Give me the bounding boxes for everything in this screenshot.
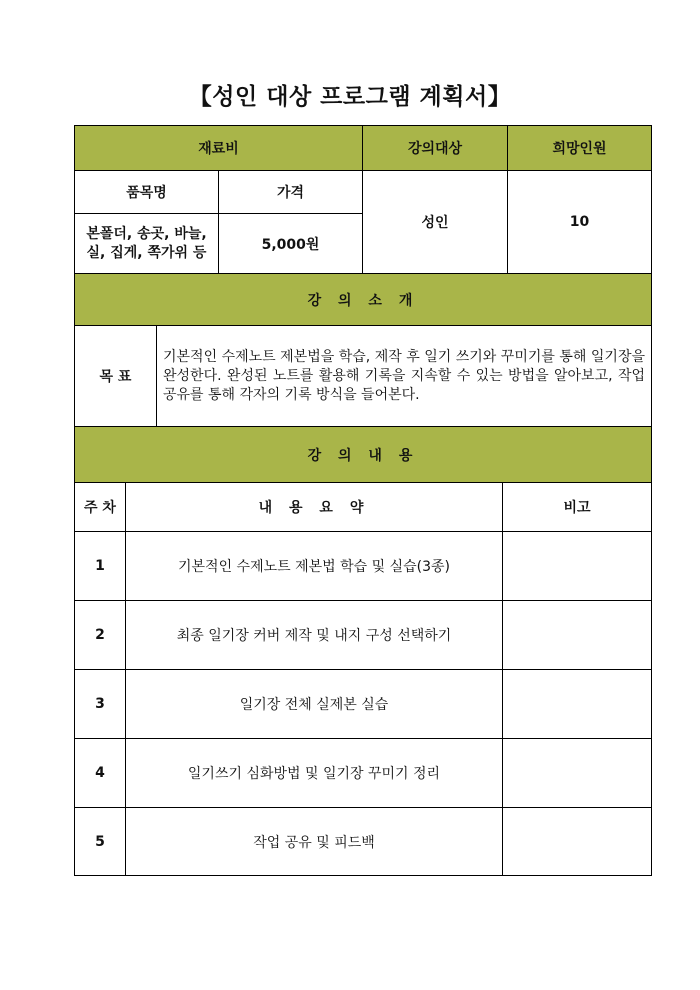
item-label: 품목명: [74, 170, 219, 214]
summary-4: 일기쓰기 심화방법 및 일기장 꾸미기 정리: [125, 738, 503, 808]
summary-1: 기본적인 수제노트 제본법 학습 및 실습(3종): [125, 531, 503, 601]
item-value: [74, 213, 219, 274]
note-4: [502, 738, 652, 808]
summary-column-header: [125, 482, 503, 532]
week-3: 3: [74, 669, 126, 739]
goal-label: 목 표: [74, 325, 157, 427]
summary-3: 일기장 전체 실제본 실습: [125, 669, 503, 739]
week-2: 2: [74, 600, 126, 670]
summary-column-header-text: 내 용 요 약: [258, 500, 370, 516]
price-label: 가격: [218, 170, 363, 214]
capacity-header: 희망인원: [507, 125, 652, 171]
note-2: [502, 600, 652, 670]
note-3: [502, 669, 652, 739]
target-value: 성인: [362, 170, 508, 274]
content-section-title-text: 강 의 내 용: [307, 447, 419, 464]
material-cost-header: 재료비: [74, 125, 363, 171]
item-value-text: 본폴더, 송곳, 바늘, 실, 집게, 쪽가위 등: [86, 225, 207, 261]
intro-section-title-text: 강 의 소 개: [307, 292, 419, 309]
week-column-header: 주 차: [74, 482, 126, 532]
week-1: 1: [74, 531, 126, 601]
content-section-title: [74, 426, 652, 483]
page-title: 【성인 대상 프로그램 계획서】: [188, 84, 512, 110]
note-5: [502, 807, 652, 876]
intro-section-title: [74, 273, 652, 326]
note-column-header: 비고: [502, 482, 652, 532]
summary-5: 작업 공유 및 피드백: [125, 807, 503, 876]
summary-2: 최종 일기장 커버 제작 및 내지 구성 선택하기: [125, 600, 503, 670]
week-4: 4: [74, 738, 126, 808]
week-5: 5: [74, 807, 126, 876]
price-value: 5,000원: [218, 213, 363, 274]
note-1: [502, 531, 652, 601]
goal-text: 기본적인 수제노트 제본법을 학습, 제작 후 일기 쓰기와 꾸미기를 통해 일기장을 완성한다. 완성된 노트를 활용해 기록을 지속할 수 있는 방법을 알아보고, 작업 공유를 통해 각자의 기록 방식을 들어본다.: [156, 325, 652, 427]
target-header: 강의대상: [362, 125, 508, 171]
capacity-value: 10: [507, 170, 652, 274]
